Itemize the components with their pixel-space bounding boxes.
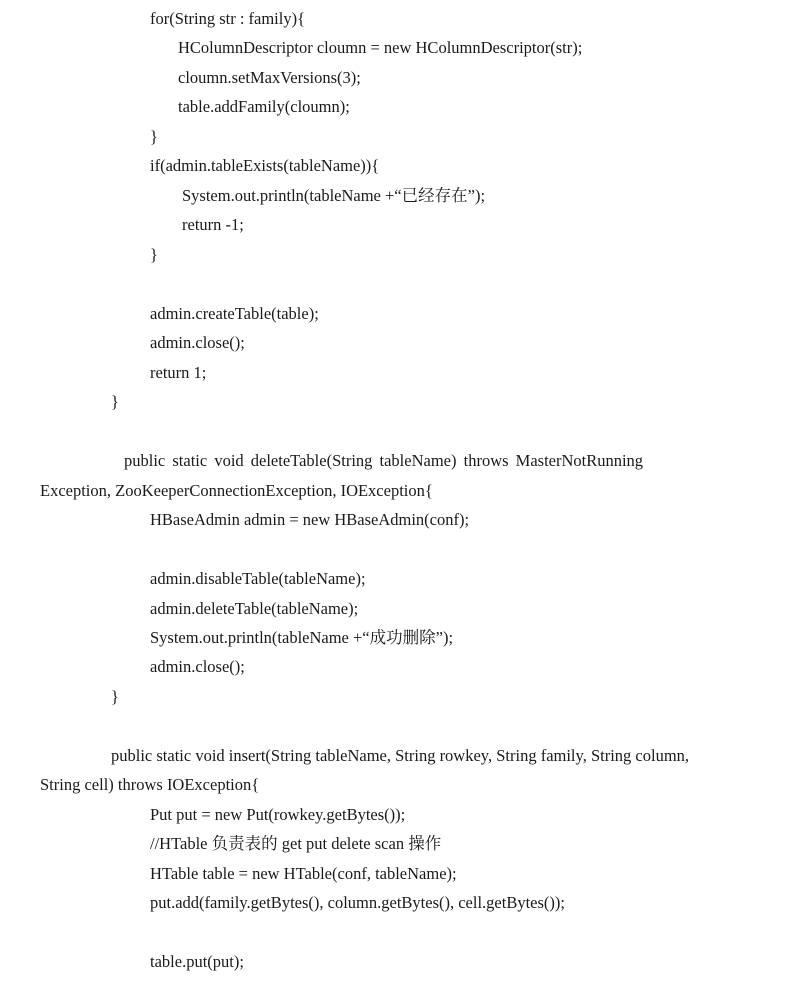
code-line: HBaseAdmin admin = new HBaseAdmin(conf);	[150, 510, 470, 529]
code-line: table.addFamily(cloumn);	[178, 97, 350, 116]
code-line: return 1;	[150, 363, 207, 382]
code-line: admin.close();	[150, 657, 245, 676]
code-line: }	[111, 392, 119, 411]
code-line: public static void insert(String tableName, String rowkey, String family, String column,	[111, 746, 690, 765]
code-line: put.add(family.getBytes(), column.getBytes(), cell.getBytes());	[150, 893, 565, 912]
code-line: admin.close();	[150, 333, 245, 352]
code-line: cloumn.setMaxVersions(3);	[178, 68, 361, 87]
code-line: }	[111, 687, 119, 706]
code-line: System.out.println(tableName +“成功删除”);	[150, 628, 454, 647]
code-line: admin.createTable(table);	[150, 304, 319, 323]
code-line: }	[150, 127, 158, 146]
code-line: if(admin.tableExists(tableName)){	[150, 156, 380, 175]
code-line: Exception, ZooKeeperConnectionException, IOException{	[40, 481, 433, 500]
code-line: table.put(put);	[150, 952, 244, 971]
code-line: }	[150, 245, 158, 264]
code-line: //HTable 负责表的 get put delete scan 操作	[150, 834, 442, 853]
code-line: return -1;	[182, 215, 244, 234]
code-line: public static void deleteTable(String tableName) throws MasterNotRunning	[124, 451, 644, 470]
code-line: Put put = new Put(rowkey.getBytes());	[150, 805, 406, 824]
code-line: String cell) throws IOException{	[40, 775, 260, 794]
code-line: for(String str : family){	[150, 9, 306, 28]
code-line: System.out.println(tableName +“已经存在”);	[182, 186, 486, 205]
code-line: admin.deleteTable(tableName);	[150, 599, 359, 618]
code-line: HColumnDescriptor cloumn = new HColumnDescriptor(str);	[178, 38, 583, 57]
code-line: HTable table = new HTable(conf, tableName);	[150, 864, 457, 883]
code-line: admin.disableTable(tableName);	[150, 569, 366, 588]
